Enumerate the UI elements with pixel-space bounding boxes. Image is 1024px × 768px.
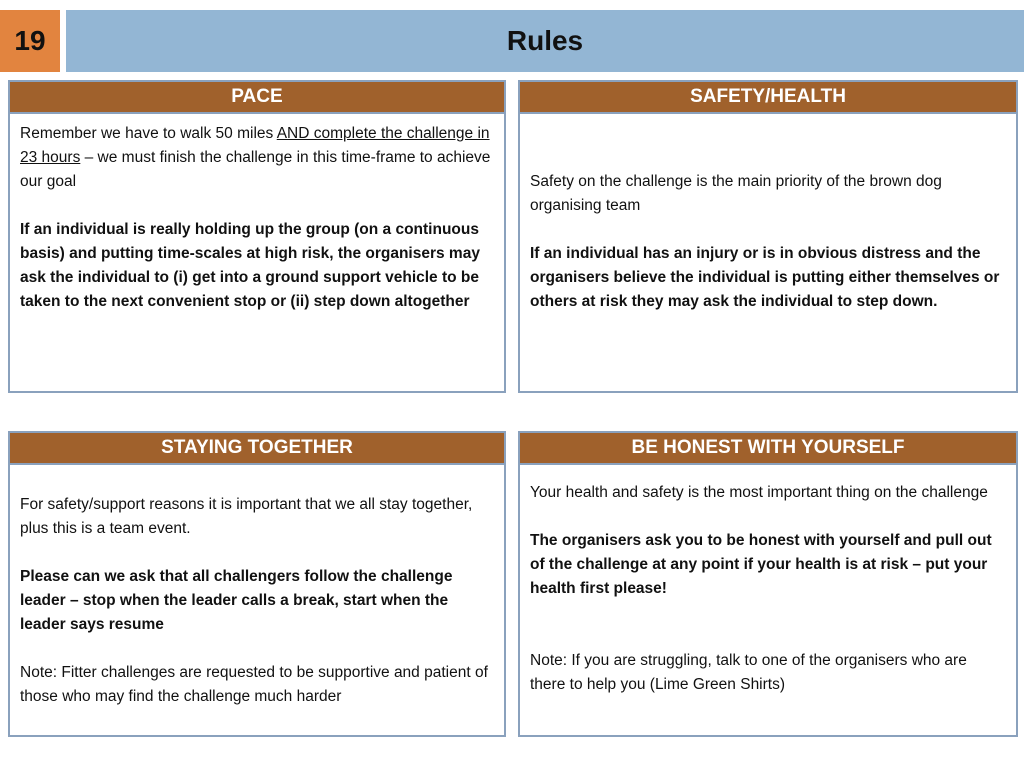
pace-intro-underlined: AND complete the challenge in 23 hours bbox=[20, 125, 490, 166]
safety-intro-text: Safety on the challenge is the main priority of the brown dog organising team bbox=[530, 173, 942, 214]
honest-panel bbox=[518, 431, 1018, 737]
together-note-text: Note: Fitter challenges are requested to be supportive and patient of those who may find the challenge much harder bbox=[20, 664, 488, 705]
pace-header: PACE bbox=[10, 82, 504, 114]
slide-number: 19 bbox=[0, 10, 60, 72]
honest-header: BE HONEST WITH YOURSELF bbox=[520, 433, 1016, 465]
together-rule-text: Please can we ask that all challengers follow the challenge leader – stop when the leader calls a break, start when the leader says resume bbox=[20, 568, 453, 633]
pace-panel bbox=[8, 80, 506, 393]
honest-rule-text: The organisers ask you to be honest with yourself and pull out of the challenge at any point if your health is at risk – put your health first please! bbox=[530, 532, 992, 597]
together-panel bbox=[8, 431, 506, 737]
honest-body bbox=[520, 465, 1016, 735]
safety-body bbox=[520, 114, 1016, 391]
pace-rule-text: If an individual is really holding up the group (on a continuous basis) and putting time-scales at high risk, the organisers may ask the individual to (i) get into a ground support vehicle to be taken to the next convenient stop or (ii) step down altogether bbox=[20, 221, 480, 310]
together-body bbox=[10, 465, 504, 735]
together-header: STAYING TOGETHER bbox=[10, 433, 504, 465]
honest-intro-text: Your health and safety is the most important thing on the challenge bbox=[530, 484, 988, 501]
pace-intro-part1: Remember we have to walk 50 miles bbox=[20, 125, 277, 142]
safety-panel bbox=[518, 80, 1018, 393]
together-intro-text: For safety/support reasons it is important that we all stay together, plus this is a team event. bbox=[20, 496, 473, 537]
pace-intro-part2: – we must finish the challenge in this time-frame to achieve our goal bbox=[20, 149, 491, 190]
slide-title: Rules bbox=[66, 10, 1024, 72]
safety-rule-text: If an individual has an injury or is in obvious distress and the organisers believe the individual is putting either themselves or others at risk they may ask the individual to step down. bbox=[530, 245, 1000, 310]
pace-intro-text bbox=[20, 122, 494, 194]
pace-body bbox=[10, 114, 504, 391]
honest-note-text: Note: If you are struggling, talk to one of the organisers who are there to help you (Lime Green Shirts) bbox=[530, 652, 967, 693]
safety-header: SAFETY/HEALTH bbox=[520, 82, 1016, 114]
